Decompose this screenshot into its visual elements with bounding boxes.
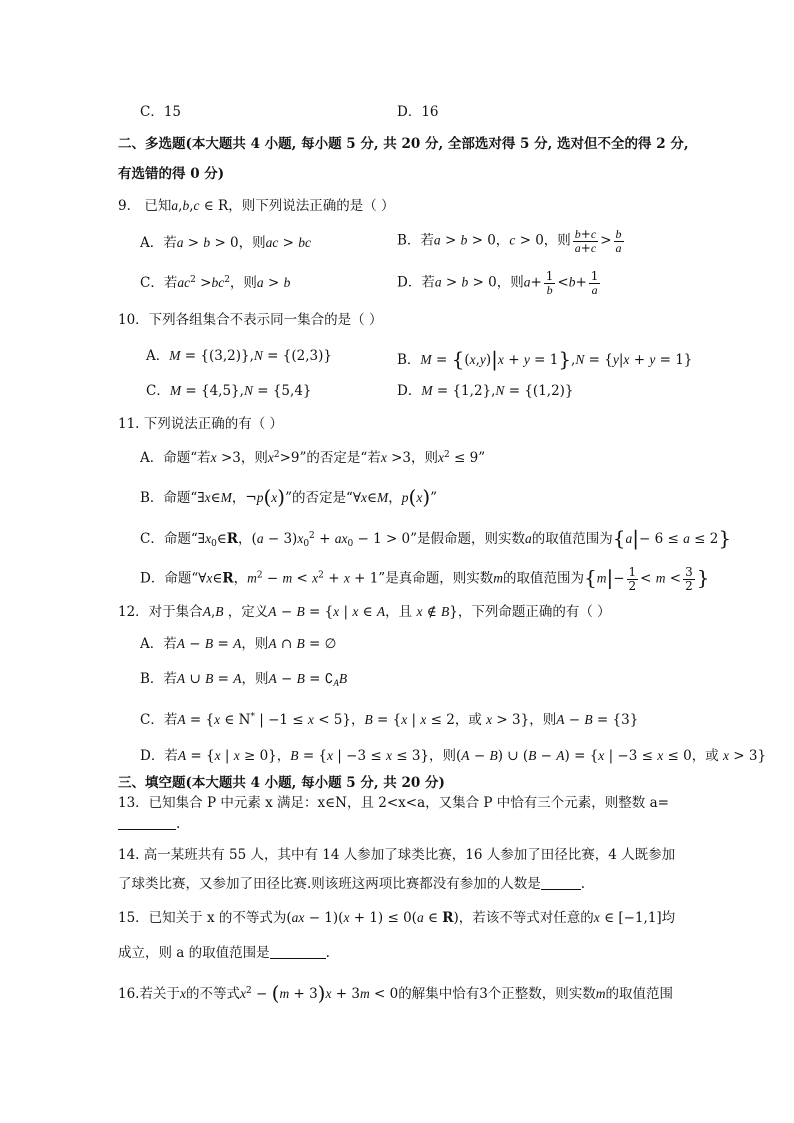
q9-option-d-prefix: D．若 [397, 274, 435, 291]
q8-option-d: D．16 [397, 104, 439, 120]
section3-title: 三、填空题(本大题共 4 小题, 每小题 5 分, 共 20 分) [118, 775, 445, 791]
q11-option-d-mid: ”是真命题，则实数 [378, 570, 494, 587]
q10-option-a: A．M = {(3,2)},N = {(2,3)} [146, 348, 332, 364]
q16-line1-d: 个正整数，则实数 [487, 986, 596, 1002]
q9-stem-b: ，则下列说法正确的是（ ） [228, 198, 395, 214]
q9-stem: 9． 已知a,b,c ∈ R，则下列说法正确的是（ ） [118, 198, 395, 214]
q8-option-c: C．15 [140, 104, 182, 120]
q9-option-c: C．若$ac^2 >bc^2$，则a > b [140, 275, 291, 291]
q10-option-b: B．M = {(x,y)|x + y = 1},N = {y|x + y = 1} [397, 347, 693, 371]
q15-line2: 成立，则 a 的取值范围是 . [118, 945, 330, 961]
q9-option-c-prefix: C．若 [140, 275, 178, 291]
q16-line1: 16.若关于x的不等式$x^2 - (m + 3)x + 3m < 0$的解集中恰有3个正整数，则实数m的取值范围 [118, 981, 674, 1005]
q9-stem-math: a [171, 198, 179, 213]
q15-answer-blank [270, 957, 326, 959]
q12-stem-b: ，定义 [227, 604, 269, 620]
q9-option-a-prefix: A．若 [140, 235, 177, 251]
q12-option-a: A．若A − B = A，则A ∩ B = ∅ [140, 636, 337, 652]
q15-line1: 15．已知关于 x 的不等式为(ax − 1)(x + 1) ≤ 0(a ∈ R)，若该不等式对任意的x ∈ [−1,1]均 [118, 910, 676, 926]
q11-option-a: A．命题“若x >3，则$x^2>9$”的否定是“若x >3，则$x^2 \le 9$” [140, 450, 486, 466]
q10-stem: 10．下列各组集合不表示同一集合的是（ ） [118, 312, 383, 328]
q11-option-c: C．命题“$\exists x_0\in R$，$(a - 3)x_0^2 + ax_0 - 1 > 0$”是假命题，则实数a的取值范围为{a|− 6 ≤ a ≤ 2} [140, 526, 732, 550]
q16-line1-e: 的取值范围 [605, 986, 674, 1002]
q11-option-b-prefix: B．命题“ [140, 490, 198, 506]
q13-answer-blank: . [118, 818, 180, 832]
q11-option-b: B．命题“∃x∈M，¬p(x)”的否定是“∀x∈M，p(x)” [140, 485, 438, 509]
q12-stem-a: 12．对于集合 [118, 604, 203, 620]
q15-line2-text: 成立，则 a 的取值范围是 [118, 945, 270, 961]
q10-option-c: C．M = {4,5},N = {5,4} [146, 383, 312, 399]
section2-title-line2: 有选错的得 0 分) [118, 166, 225, 182]
q9-option-b-prefix: B．若 [397, 232, 434, 249]
q9-option-d: D．若a > b > 0，则a+ $\frac{1}{b}$ <b+ $\frac{1}{a}$ [397, 269, 599, 297]
q12-option-b: B．若A ∪ B = A，则$A - B = ∁_AB$ [140, 671, 348, 688]
q16-line1-c: 的解集中恰有 [398, 986, 480, 1002]
q16-line1-a: 16.若关于 [118, 986, 180, 1002]
q12-stem-c: ，下列命题正确的有（ ） [457, 604, 611, 620]
q11-option-c-tail: 的取值范围为 [531, 531, 613, 547]
q11-option-d-prefix: D．命题“ [140, 570, 199, 587]
q12-stem: 12．对于集合A,B ，定义A − B = {x | x ∈ A，且 x ∉ B}，下列命题正确的有（ ） [118, 604, 611, 620]
q16-line1-b: 的不等式 [185, 986, 240, 1002]
q14-line2: 了球类比赛，又参加了田径比赛.则该班这两项比赛都没有参加的人数是 . [118, 876, 586, 892]
q15-line1-c: 均 [661, 910, 676, 926]
q15-line1-a: 15．已知关于 x 的不等式为 [118, 910, 287, 926]
section2-title-line1: 二、多选题(本大题共 4 小题, 每小题 5 分, 共 20 分, 全部选对得 5 分, 选对但不全的得 2 分, [118, 136, 689, 152]
q14-line2-text: 了球类比赛，又参加了田径比赛.则该班这两项比赛都没有参加的人数是 [118, 876, 541, 892]
q11-option-c-prefix: C．命题“ [140, 531, 198, 547]
q12-option-c: C．若A = {x ∈ N* | −1 ≤ x < 5}，B = {x | x ≤ 2，或 x > 3}，则A − B = {3} [140, 712, 639, 728]
q11-stem: 11. 下列说法正确的有（ ） [118, 416, 284, 432]
q9-option-b: B．若a > b > 0，c > 0，则 $\frac{b+c}{a+c}$ > $\frac{b}{a}$ [397, 227, 622, 255]
q11-option-d: D．命题“∀x∈R，$m^2 - m < x^2 + x + 1$”是真命题，则实数m的取值范围为{m|− $\frac{1}{2}$ < m < $\frac{3}{2}$ } [140, 565, 710, 593]
q14-answer-blank [541, 888, 581, 890]
q9-option-a: A．若a > b > 0，则ac > bc [140, 235, 312, 251]
q10-option-d: D．M = {1,2},N = {(1,2)} [397, 383, 574, 399]
q11-option-c-mid: ”是假命题，则实数 [410, 531, 526, 547]
q11-option-d-tail: 的取值范围为 [502, 570, 584, 587]
q14-line1: 14. 高一某班共有 55 人，其中有 14 人参加了球类比赛，16 人参加了田径比赛，4 人既参加 [118, 847, 676, 863]
q13-line1: 13．已知集合 P 中元素 x 满足：x∈N，且 2<x<a，又集合 P 中恰有三个元素，则整数 a= [118, 795, 669, 811]
q9-stem-a: 9． 已知 [118, 198, 172, 214]
q11-option-a-prefix: A．命题“若 [140, 450, 211, 466]
q12-option-d: D．若A = {x | x ≥ 0}，B = {x | −3 ≤ x ≤ 3}，则(A − B) ∪ (B − A) = {x | −3 ≤ x ≤ 0，或 x > 3} [140, 748, 767, 764]
q15-line1-b: ，若该不等式对任意的 [458, 910, 594, 926]
